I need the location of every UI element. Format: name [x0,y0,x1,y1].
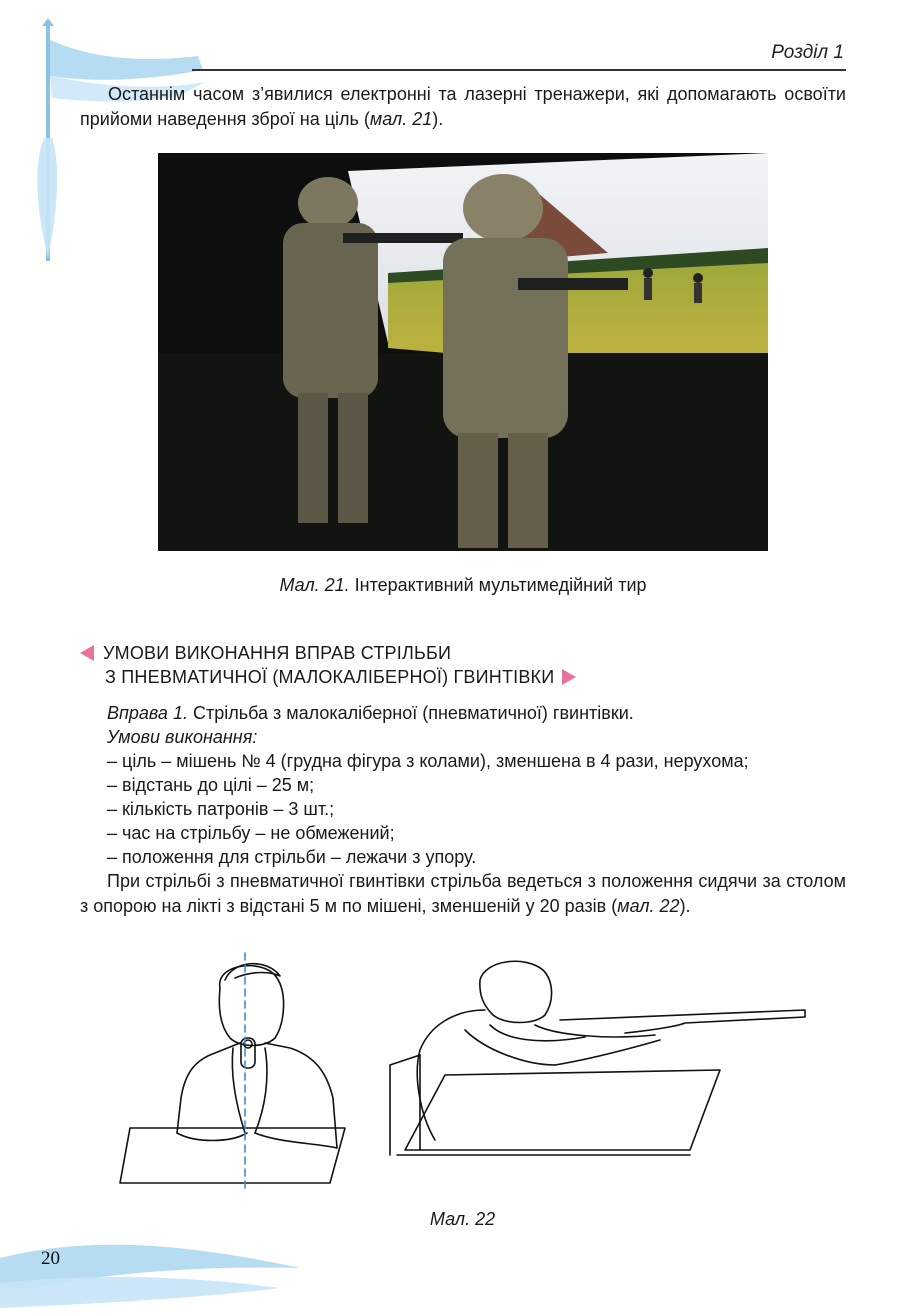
intro-text: Останнім часом з’явилися електронні та лазерні тренажери, які допомагають освоїти прийоми наведення зброї на ціль ( [80,84,846,129]
heading-line-1: УМОВИ ВИКОНАННЯ ВПРАВ СТРІЛЬБИ [103,643,452,663]
condition-item: – відстань до цілі – 25 м; [107,775,315,795]
shooting-range-photo [158,153,768,551]
exercise-conditions [107,701,847,869]
header-rule [192,69,846,71]
figure21-caption [158,575,768,596]
pneumatic-end: ). [679,896,691,916]
condition-item: – ціль – мішень № 4 (грудна фігура з колами), зменшена в 4 рази, нерухома; [107,751,749,771]
conditions-label: Умови виконання: [107,727,258,747]
exercise-label: Вправа 1. [107,703,188,723]
heading-line-2: З ПНЕВМАТИЧНОЇ (МАЛОКАЛІБЕРНОЇ) ГВИНТІВКИ [105,667,555,687]
triangle-left-icon [80,645,94,661]
figure22-caption [385,1209,540,1230]
condition-item: – положення для стрільби – лежачи з упору. [107,847,477,867]
section-heading [80,641,680,689]
conditions-label-line [107,725,847,749]
condition-item: – час на стрільбу – не обмежений; [107,823,395,843]
prone-shooter-drawing [385,955,810,1170]
triangle-right-icon [562,669,576,685]
figure22-label: Мал. 22 [429,1209,496,1229]
condition-item: – кількість патронів – 3 шт.; [107,799,335,819]
intro-paragraph [80,82,846,132]
intro-figure-ref: мал. 21 [369,109,433,129]
page-number: 20 [41,1248,60,1269]
pneumatic-text: При стрільбі з пневматичної гвинтівки стрільба ведеться з положення сидячи за столом з опорою на лікті з відстані 5 м по мішені, зменшеній у 20 разів ( [80,871,846,916]
pneumatic-paragraph [80,869,846,919]
seated-front-drawing [115,948,350,1190]
intro-end: ). [432,109,444,129]
swash-decoration [0,1228,340,1315]
section-label: Розділ 1 [771,42,844,63]
exercise-line [107,701,847,725]
figure21-label: Мал. 21. [279,575,350,595]
pneumatic-figure-ref: мал. 22 [617,896,680,916]
exercise-text: Стрільба з малокаліберної (пневматичної) гвинтівки. [187,703,634,723]
figure21-text: Інтерактивний мультимедійний тир [349,575,647,595]
